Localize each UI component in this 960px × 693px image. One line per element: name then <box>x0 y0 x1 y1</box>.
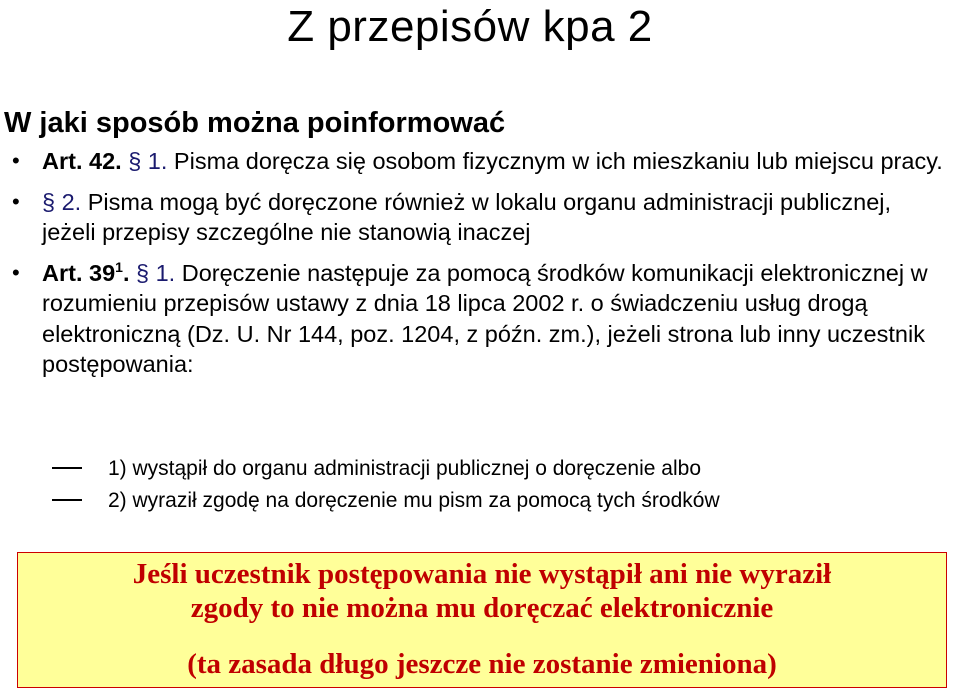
bullet-text: Doręczenie następuje za pomocą środków komunikacji elektronicznej w rozumieniu przepisów ustawy z dnia 18 lipca 2002 r. o świadczeniu usług drogą elektroniczną (Dz. U. Nr 144, poz. 1204, z późn. zm.), jeżeli strona lub inny uczestnik postępowania: <box>42 259 928 377</box>
note-line-3: (ta zasada długo jeszcze nie zostanie zmieniona) <box>187 648 777 680</box>
dash-item-text: 2) wyraził zgodę na doręczenie mu pism za pomocą tych środków <box>108 489 720 512</box>
dash-item-text: 1) wystąpił do organu administracji publicznej o doręczenie albo <box>108 457 701 480</box>
note-line-2: zgody to nie można mu doręczać elektronicznie <box>190 592 774 624</box>
section-ref: § 1. <box>129 259 176 286</box>
bullet-par-2 <box>0 187 950 248</box>
dash-icon <box>52 499 82 501</box>
note-box <box>17 552 947 688</box>
bullet-dot-icon: • <box>12 259 20 285</box>
article-superscript: 1 <box>115 258 123 275</box>
bullet-dot-icon: • <box>12 188 20 214</box>
bullet-dot-icon: • <box>12 148 20 173</box>
article-ref: Art. 42. <box>42 148 122 174</box>
dash-icon <box>52 467 82 469</box>
bullet-art-42 <box>0 146 950 177</box>
article-ref: Art. 39 <box>42 259 116 286</box>
bullet-text: Pisma doręcza się osobom fizycznym w ich mieszkaniu lub miejscu pracy. <box>167 148 943 174</box>
article-ref-dot: . <box>122 259 130 286</box>
section-ref: § 1. <box>121 148 168 174</box>
bullet-list <box>0 146 950 390</box>
bullet-text: Pisma mogą być doręczone również w lokalu organu administracji publicznej, jeżeli przepisy szczególne nie stanowią inaczej <box>42 188 892 245</box>
slide-title: Z przepisów kpa 2 <box>287 2 653 51</box>
slide-subtitle: W jaki sposób można poinformować <box>4 107 506 139</box>
bullet-art-39 <box>0 258 950 380</box>
section-ref: § 2. <box>42 188 82 215</box>
note-line-1: Jeśli uczestnik postępowania nie wystąpił ani nie wyraził <box>132 558 832 590</box>
